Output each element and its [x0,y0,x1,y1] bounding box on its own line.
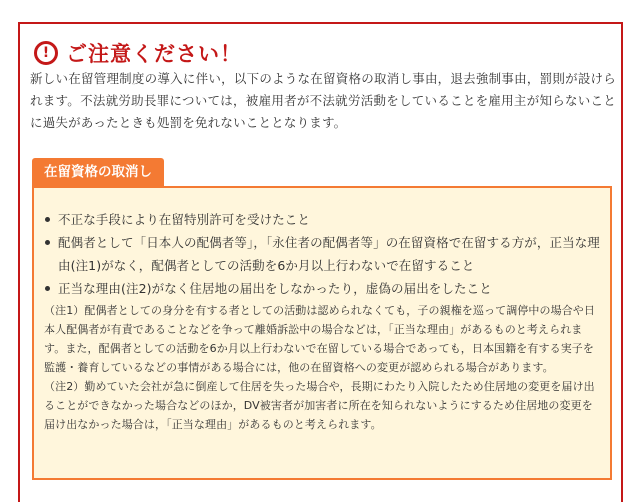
footnote-1: （注1）配偶者としての身分を有する者としての活動は認められなくても，子の親権を巡って調停中の場合や日本人配偶者が有責であることなどを争って離婚訴訟中の場合などは，「正当な理由」があるものと考えられます。また，配偶者としての活動を6か月以上行わないで在留している場合であっても，日本国籍を有する実子を監護・養育しているなどの事情がある場合には，他の在留資格への変更が認められる場合があります。 [44,304,595,374]
list-item [44,208,602,231]
list-item-text: 配偶者として「日本人の配偶者等」，「永住者の配偶者等」の在留資格で在留する方が，正当な理由(注1)がなく，配偶者としての活動を6か月以上行わないで在留すること [58,235,600,273]
footnotes [44,301,602,434]
reason-list [44,208,602,300]
notice-title: ご注意ください！ [66,42,242,66]
intro-paragraph: 新しい在留管理制度の導入に伴い，以下のような在留資格の取消し事由，退去強制事由，罰則が設けられます。不法就労助長罪については，被雇用者が不法就労活動をしていることを雇用主が知らないことに過失があったときも処罰を免れないこととなります。 [30,71,616,130]
list-item [44,231,602,277]
notice-panel [18,22,623,502]
notice-header [34,38,242,68]
section-title-tab: 在留資格の取消し [32,158,164,186]
bullet-icon [45,286,50,291]
bullet-icon [45,217,50,222]
list-item-text: 不正な手段により在留特別許可を受けたこと [58,212,311,227]
exclamation-circle-icon: ! [34,41,58,65]
list-item [44,277,602,300]
section-content-box [32,186,612,480]
bullet-icon [45,240,50,245]
footnote-2: （注2）勤めていた会社が急に倒産して住居を失った場合や，長期にわたり入院したため住居地の変更を届け出ることができなかった場合などのほか，DV被害者が加害者に所在を知られないようにするため住居地の変更を届け出なかった場合は，「正当な理由」があるものと考えられます。 [44,380,595,431]
list-item-text: 正当な理由(注2)がなく住居地の届出をしなかったり，虚偽の届出をしたこと [58,281,492,296]
